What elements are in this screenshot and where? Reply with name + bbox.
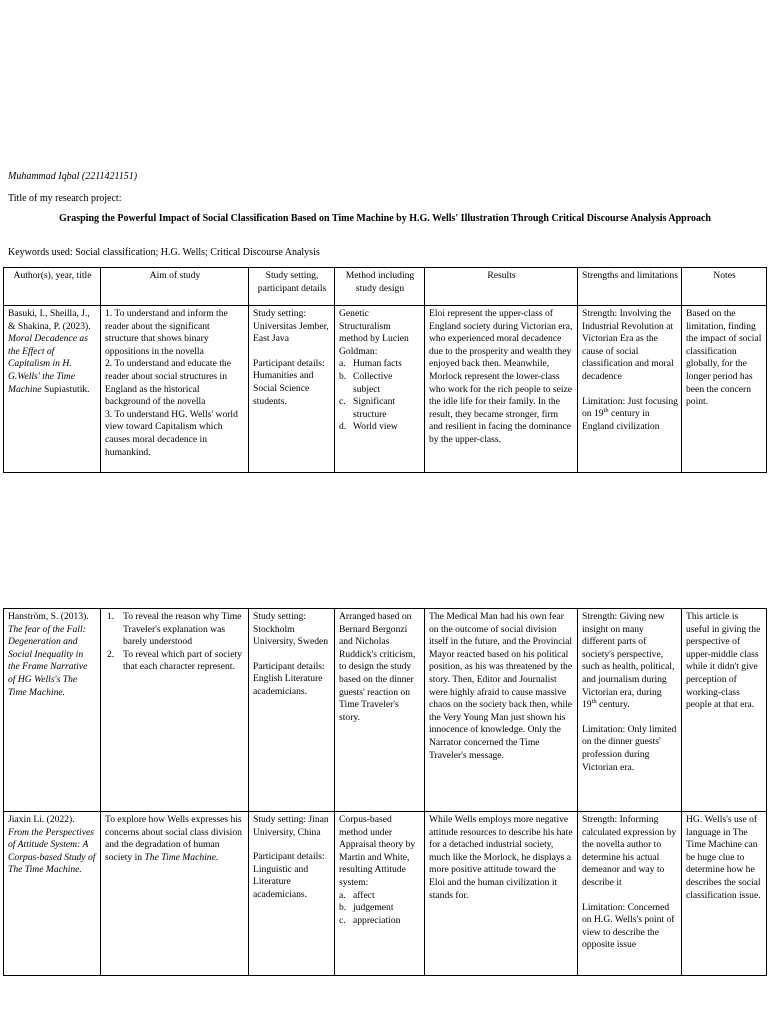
table-header-row xyxy=(4,268,767,306)
superscript: th xyxy=(603,406,609,414)
aim-list xyxy=(105,611,245,674)
author-line: Muhammad Iqbal (2211421151) xyxy=(8,171,138,182)
author-cell xyxy=(4,306,101,473)
literature-review-table xyxy=(3,267,767,473)
list-text: appreciation xyxy=(353,914,401,926)
setting-cell xyxy=(249,306,335,473)
method-cell: Arranged based on Bernard Bergonzi and Nicholas Ruddick's criticism, to design the study based on the dinner guests' reaction on Time Traveler's story. xyxy=(335,609,425,812)
column-header: Results xyxy=(425,268,578,306)
strengths-cell xyxy=(578,812,682,976)
literature-review-table-continued xyxy=(3,608,767,976)
title-label: Title of my research project: xyxy=(8,193,122,204)
setting-cell xyxy=(249,609,335,812)
strength-part: Strength: Giving new insight on many different parts of society's perspective, such as health, political, and journalism during Victorian era, during 19 xyxy=(582,611,675,711)
list-text: judgement xyxy=(353,902,394,914)
notes-cell: This article is useful in giving the perspective of upper-middle class while it didn't give perception of working-class people at that era. xyxy=(682,609,767,812)
aim-item: 1. To understand and inform the reader about the significant structure that shows binary oppositions in the novella xyxy=(105,308,228,357)
limitation-part: Limitation: Just focusing on 19 xyxy=(582,395,678,420)
keywords-line: Keywords used: Social classification; H.G. Wells; Critical Discourse Analysis xyxy=(8,247,320,258)
aim-cell xyxy=(101,609,249,812)
list-item xyxy=(339,902,421,915)
list-text: To reveal which part of society that each character represent. xyxy=(123,648,242,673)
method-intro: Genetic Structuralism method by Lucien Goldman: xyxy=(339,308,409,357)
author-cell xyxy=(4,812,101,976)
study-setting: Study setting: Universitas Jember, East Java xyxy=(253,308,329,345)
results-cell: Eloi represent the upper-class of England society during Victorian era, who experienced moral decadence due to the prosperity and wealth they enjoyed back then. Meanwhile, Morlock represent the lower-class who work for the rich people to seize the idle life for their family. In the result, they became stronger, firm and resilient in facing the dominance by the upper-class. xyxy=(425,306,578,473)
author-text: Hanström, S. (2013). xyxy=(8,611,89,622)
participant-details: Participant details: English Literature academicians. xyxy=(253,660,325,697)
column-header: Strengths and limitations xyxy=(578,268,682,306)
aim-item: 3. To understand HG. Wells' world view toward Capitalism which causes moral decadence in humankind. xyxy=(105,408,238,458)
aim-item: 2. To understand and educate the reader about social structures in England as the historical background of the novella xyxy=(105,358,231,408)
table-row xyxy=(4,306,767,473)
author-cell xyxy=(4,609,101,812)
strength-part: century. xyxy=(596,699,630,711)
list-marker: 2. xyxy=(107,648,115,660)
strengths-cell xyxy=(578,609,682,812)
aim-part: To explore how Wells expresses his concerns about social class division and the degradation of human society in xyxy=(105,814,242,863)
limitation-part: century in England civilization xyxy=(582,408,660,432)
list-marker: 1. xyxy=(107,611,115,622)
list-item xyxy=(339,396,421,421)
list-item xyxy=(105,611,245,649)
notes-cell: HG. Wells's use of language in The Time Machine can be huge clue to determine how he describes the social classification issue. xyxy=(682,812,767,976)
limitation-text xyxy=(582,396,678,434)
column-header: Aim of study xyxy=(101,268,249,306)
aim-cell xyxy=(101,306,249,473)
list-text: Significant structure xyxy=(353,396,396,420)
list-text: Collective subject xyxy=(353,370,393,395)
author-suffix: Supiastutik. xyxy=(43,383,90,395)
table-row xyxy=(4,812,767,976)
column-header: Notes xyxy=(682,268,767,306)
list-marker: a. xyxy=(339,358,346,370)
list-item xyxy=(339,890,421,903)
author-text: Basuki, I., Sheilla, J., & Shakina, P. (2023). xyxy=(8,308,91,332)
list-item xyxy=(105,649,245,674)
list-item xyxy=(339,421,421,434)
method-cell xyxy=(335,306,425,473)
author-text: Jiaxin Li. (2022). xyxy=(8,814,75,825)
method-intro: Corpus-based method under Appraisal theory by Martin and White, resulting Attitude system: xyxy=(339,814,416,888)
strength-text xyxy=(582,611,678,712)
study-setting: Study setting: Stockholm University, Sweden xyxy=(253,611,329,648)
participant-details: Participant details: Humanities and Social Science students. xyxy=(253,357,325,407)
list-item xyxy=(339,371,421,396)
method-list xyxy=(339,890,421,928)
notes-cell: Based on the limitation, finding the impact of social classification globally, for the longer period has been the concern point. xyxy=(682,306,767,473)
list-marker: d. xyxy=(339,421,347,433)
list-marker: c. xyxy=(339,396,346,408)
work-title: The fear of the Fall: Degeneration and Social Inequality in the Frame Narrative of HG Wells's The Time Machine. xyxy=(8,623,88,698)
column-header: Author(s), year, title xyxy=(4,268,101,306)
aim-part: . xyxy=(215,851,219,863)
participant-details: Participant details: Linguistic and Literature academicians. xyxy=(253,851,325,900)
work-title: From the Perspectives of Attitude System: A Corpus-based Study of The Time Machine. xyxy=(8,826,96,876)
superscript: th xyxy=(591,697,597,705)
setting-cell xyxy=(249,812,335,976)
list-text: affect xyxy=(353,889,375,901)
column-header: Study setting, participant details xyxy=(249,268,335,306)
list-marker: b. xyxy=(339,902,347,914)
method-list xyxy=(339,358,421,434)
study-setting: Study setting: Jinan University, China xyxy=(253,814,329,838)
limitation-text: Limitation: Concerned on H.G. Wells's point of view to describe the opposite issue xyxy=(582,901,675,951)
method-cell xyxy=(335,812,425,976)
aim-cell xyxy=(101,812,249,976)
results-cell: While Wells employs more negative attitude resources to describe his hate for a detached industrial society, much like the Morlock, he displays a more positive attitude toward the Eloi and the human civilization it stands for. xyxy=(425,812,578,976)
aim-book-title: The Time Machine xyxy=(144,851,216,863)
document-title: Grasping the Powerful Impact of Social Classification Based on Time Machine by H.G. Wells' Illustration Through Critical Discourse Analysis Approach xyxy=(59,213,711,224)
column-header: Method including study design xyxy=(335,268,425,306)
list-text: World view xyxy=(353,421,398,433)
table-row xyxy=(4,609,767,812)
strengths-cell xyxy=(578,306,682,473)
list-marker: a. xyxy=(339,889,346,901)
strength-text: Strength: Informing calculated expression by the novella author to determine his actual demeanor and way to describe it xyxy=(582,814,677,888)
list-marker: b. xyxy=(339,370,347,382)
list-marker: c. xyxy=(339,914,346,926)
list-item xyxy=(339,915,421,928)
list-item xyxy=(339,358,421,371)
strength-text: Strength: Involving the Industrial Revolution at Victorian Era as the cause of social classification and moral decadence xyxy=(582,308,674,382)
limitation-text: Limitation: Only limited on the dinner guests' profession during Victorian era. xyxy=(582,723,677,773)
work-title: Moral Decadence as the Effect of Capitalism in H. G.Wells' the Time Machine xyxy=(8,333,88,395)
results-cell: The Medical Man had his own fear on the outcome of social division itself in the future, and the Provincial Mayor reacted based on his political position, as his was threatened by the story. Then, Editor and Journalist were highly afraid to cause massive chaos on the society back then, while the Very Young Man just shown his innocence of knowledge. Only the Narrator concerned the Time Traveler's message. xyxy=(425,609,578,812)
list-text: Human facts xyxy=(353,358,402,370)
list-text: To reveal the reason why Time Traveler's explanation was barely understood xyxy=(123,611,242,648)
